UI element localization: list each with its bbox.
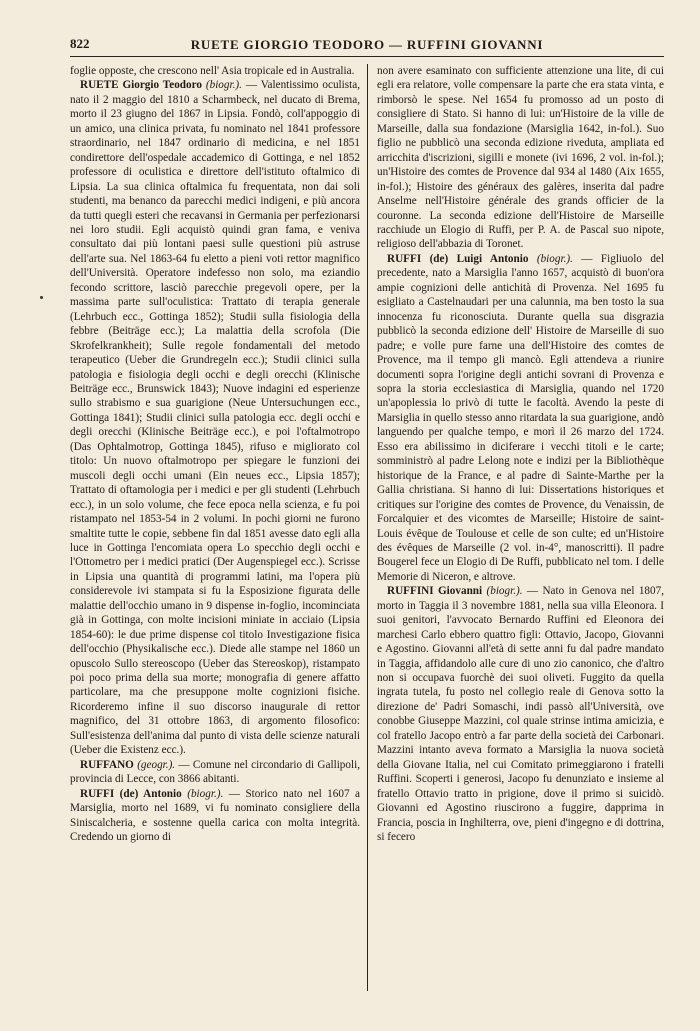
entry-headword: RUFFANO bbox=[80, 758, 134, 771]
entry-category: (biogr.). bbox=[187, 787, 224, 800]
entry-category: (biogr.). bbox=[536, 252, 573, 265]
entry-ruete bbox=[70, 78, 360, 757]
left-column bbox=[70, 64, 367, 991]
entry-text: — Valentissimo oculista, nato il 2 maggio del 1810 a Scharmbeck, nel ducato di Brema, morto il 23 giugno del 1867 in Lipsia. Fondò, coll'appoggio di un amico, una clinica privata, fu nominato nel 1841 professore straordinario, nel 1847 ordinario di medicina, e nel 1851 condirettore dell'ospedale accademico di Gottinga, e nel 1852 professore di oculistica e direttore dell'istituto oftalmico di Lipsia. La sua clinica oftalmica fu frequentata, non dai soli studenti, ma benanco da parecchi medici indigeni, e più ancora da tutti quegli esteri che recavansi in Germania per perfezionarsi nei loro studii. Egli acquistò quindi gran fama, e veniva consultato dai più lontani paesi sulle questioni più astruse dell'arte sua. Nel 1863-64 fu eletto a pieni voti rettor magnifico dell'Università. Operatore indefesso non solo, ma eziandio fecondo scrittore, lasciò parecchie pregevoli opere, per la massima parte sull'oculistica: Trattato di terapia generale (Lehrbuch ecc., Gottinga 1852); Studii sulla fisiologia della febbre (Beiträge ecc.); La malattia della scrofola (Die Skrofelkrankheit); Sulle regole fondamentali del metodo terapeutico (Ueber die Grundregeln ecc.); Studii clinici sulla patologia e fisiologia degli occhi e degli orecchi (Klinische Beiträge ecc., Brunswick 1843); Nuove indagini ed esperienze sullo strabismo e sua guarigione (Neue Untersuchungen ecc., Gottinga 1841); Studii clinici sulla patologia ecc. degli occhi e degli orecchi (Klinische Beiträge ecc.), e poi l'oftalmotropo (Das Ophtalmotrop, Gottinga 1845), rifuso e migliorato col titolo: Un nuovo oftalmotropo per spiegare le funzioni dei muscoli degli occhi umani (Ein neues ecc., Lipsia 1857); Trattato di oftamologia per i medici e per gli studenti (Lehrbuch ecc.), in un solo volume, che fece epoca nella scienza, e fu poi ristampato nel 1853-54 in 2 volumi. In pochi giorni ne furono smaltite tutte le copie, sebbene fin dal 1851 avesse dato egli alla luce in Gottinga l'encomiata opera Lo specchio degli occhi e l'Ottometro per i medici pratici (Der Augenspiegel ecc.). Scrisse in Lipsia una quantità di programmi latini, ma l'opera più considerevole ivi stampata si fu la Esposizione figurata delle malattie dell'occhio umano in 9 dispense in-foglio, incominciata già in Gottinga, con molte incisioni miniate in acciaio (Lipsia 1854-60): le due prime dispense col titolo Investigazione fisica dell'occhio (Physikalische ecc.). Diede alle stampe nel 1860 un opuscolo Sullo stereoscopo (Ueber das Stereoskop), ristampato poi poco prima della sua morte; monografia di genere affatto particolare, ma che presuppone molte cognizioni fisiche. Ricorderemo infine il suo discorso inaugurale di rettor magnifico, del 31 ottobre 1863, di argomento filosofico: Sull'esistenza dell'anima dal punto di vista delle scienze naturali (Ueber die Existenz ecc.). bbox=[70, 79, 360, 757]
entry-cont-prev bbox=[70, 64, 360, 78]
entry-ruffi-antonio bbox=[70, 787, 360, 845]
entry-category: (geogr.). bbox=[137, 758, 176, 771]
entry-ruffini-giovanni bbox=[377, 584, 664, 844]
page-header bbox=[70, 34, 664, 57]
entry-category: (biogr.). bbox=[205, 79, 242, 92]
text-columns bbox=[70, 64, 664, 991]
entry-ruffi-antonio-cont bbox=[377, 64, 664, 252]
entry-headword: RUFFI (de) Luigi Antonio bbox=[387, 252, 529, 265]
entry-text: foglie opposte, che crescono nell' Asia tropicale ed in Australia. bbox=[70, 65, 355, 77]
entry-headword: RUFFI (de) Antonio bbox=[80, 787, 182, 800]
entry-ruffi-luigi bbox=[377, 252, 664, 584]
entry-text: — Figliuolo del precedente, nato a Marsiglia l'anno 1657, acquistò di buon'ora ampie cognizioni delle antichità di Provenza. Nel 1695 fu esigliato a Castelnaudari per una calunnia, ma ben tosto la sua innocenza fu riconosciuta. Durante quella sua disgrazia pubblicò la seconda edizione dell' Histoire de Marseille di suo padre; e volle pure farne una dell'Histoire des comtes de Provence, ma il tempo gli mancò. Egli attendeva a riunire documenti sopra l'origine degli antichi sovrani di Provenza e sopra la storia ecclesiastica di Marsiglia, quando nel 1720 un'apoplessia lo privò di tutte le facoltà. Avendo la peste di Marsiglia in quello stesso anno ritardata la sua guarigione, andò languendo per qualche tempo, e morì il 26 marzo del 1724. Esso era abilissimo in diciferare i vecchi titoli e le carte; somministrò al padre Lelong note e indizi per la Bibliothèque historique de la France, e al padre di Sainte-Marthe per la Gallia christiana. Si hanno di lui: Dissertations historiques et critiques sur l'origine des comtes de Provence, du Venaissin, de Forcalquier et des vicomtes de Marseille; Histoire de saint-Louis évêque de Toulouse et celle de son culte; ed un'Histoire des évêques de Marseille (2 vol. in-4°, manoscritti). Il padre Bougerel fece un Elogio di De Ruffi, pubblicato nel tom. I delle Memorie di Niceron, e altrove. bbox=[377, 252, 664, 583]
entry-ruffano bbox=[70, 758, 360, 787]
margin-speck bbox=[40, 296, 43, 299]
right-column bbox=[367, 64, 664, 991]
entry-category: (biogr.). bbox=[486, 585, 523, 598]
running-head: RUETE GIORGIO TEODORO — RUFFINI GIOVANNI bbox=[190, 37, 544, 52]
entry-headword: RUETE Giorgio Teodoro bbox=[80, 79, 202, 92]
entry-text: — Comune nel circondario di Gallipoli, provincia di Lecce, con 3866 abitanti. bbox=[70, 758, 360, 786]
entry-text: non avere esaminato con sufficiente attenzione una lite, di cui egli era relatore, volle compensare la parte che era stata vinta, e rimborsò le spese. Nel 1654 fu promosso ad un posto di consigliere di Stato. Si hanno di lui: un'Histoire de la ville de Marseille, dalla sua fondazione (Marsiglia 1642, in-fol.). Suo figlio ne pubblicò una seconda edizione riveduta, ampliata ed arricchita d'iscrizioni, sigilli e monete (ivi 1696, 2 vol. in-fol.); un'Histoire des comtes de Provence dal 934 al 1480 (Aix 1655, in-fol.); Histoire des généraux des galères, inserita dal padre Anselme nell'Histoire générale des grands officier de la couronne. La seconda edizione dell'Histoire de Marseille racchiude un Elogio di Ruffi, per P. A. de Pascal suo nipote, religioso dell'abbazia di Toronet. bbox=[377, 65, 664, 251]
entry-text: — Nato in Genova nel 1807, morto in Taggia il 3 novembre 1881, nella sua villa Eleonora. I suoi genitori, l'avvocato Bernardo Ruffini ed Eleonora dei marchesi Carlo ebbero quattro figli: Ottavio, Jacopo, Giovanni e Agostino. Giovanni all'età di sette anni fu dal padre mandato in Taggia, affidandolo alle cure di uno zio canonico, che d'altro non si occupava fuorchè dei suoi oliveti. Fuggito da quella ingrata tutela, fu posto nel collegio reale di Genova sotto la direzione de' Padri Somaschi, indi passò all'Università, ove conobbe Giuseppe Mazzini, col quale strinse intima amicizia, e col fratello Jacopo entrò a far parte della società dei Carbonari. Mazzini intanto aveva formato a Marsiglia la nuova società della Giovane Italia, nel cui Comitato primeggiarono i fratelli Ruffini. Scoperti i generosi, Jacopo fu denunziato e insieme al fratello Ottavio tratto in prigione, dove il primo si suicidò. Giovanni ed Agostino riuscirono a fuggire, dapprima in Francia, poscia in Inghilterra, ove, pieni d'ingegno e di dottrina, si fecero bbox=[377, 585, 664, 844]
page-number: 822 bbox=[70, 36, 90, 51]
entry-headword: RUFFINI Giovanni bbox=[387, 585, 483, 598]
entry-text: — Storico nato nel 1607 a Marsiglia, morto nel 1689, vi fu nominato consigliere della Siniscalcheria, e sostenne quella carica con molta integrità. Credendo un giorno di bbox=[70, 787, 361, 844]
